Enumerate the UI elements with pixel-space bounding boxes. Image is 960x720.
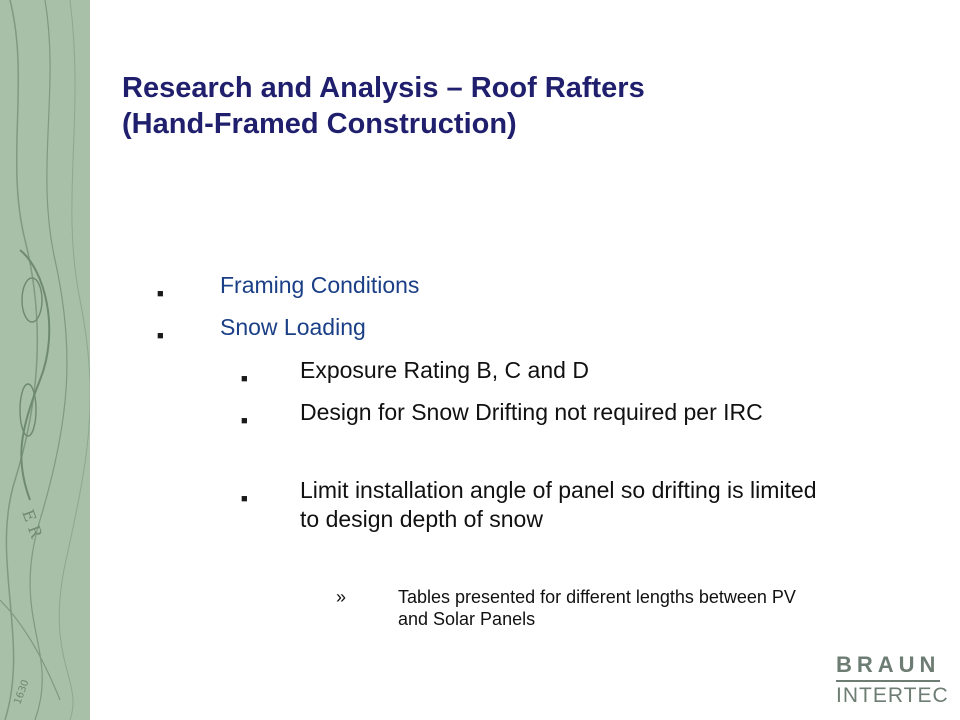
contour-lines — [0, 0, 90, 720]
braun-intertec-logo — [836, 652, 949, 707]
bullet-square-icon: ■ — [241, 493, 248, 505]
logo-divider — [836, 680, 940, 682]
bullet-text: Exposure Rating B, C and D — [300, 357, 589, 383]
bullet-item — [157, 271, 420, 300]
map-label-elevation: 1630 — [12, 678, 32, 707]
logo-text-top: BRAUN — [836, 652, 941, 677]
sub-bullet-item — [241, 476, 840, 534]
topographic-map-strip — [0, 0, 90, 720]
bullet-text: Tables presented for different lengths between PV and Solar Panels — [398, 587, 796, 629]
bullet-text: Snow Loading — [220, 314, 366, 340]
bullet-square-icon: ■ — [157, 288, 164, 300]
chevron-bullet-icon: » — [336, 587, 347, 607]
slide-title-line2: (Hand-Framed Construction) — [122, 108, 517, 140]
sub-sub-bullet-item — [336, 586, 798, 630]
slide-title-line1: Research and Analysis – Roof Rafters — [122, 72, 645, 104]
logo-text-bottom: INTERTEC — [836, 684, 949, 707]
bullet-text: Limit installation angle of panel so drifting is limited to design depth of snow — [300, 477, 817, 532]
sub-bullet-item — [241, 356, 840, 385]
bullet-text: Framing Conditions — [220, 272, 420, 298]
bullet-text: Design for Snow Drifting not required per IRC — [300, 399, 763, 425]
bullet-item — [157, 313, 366, 342]
bullet-square-icon: ■ — [157, 330, 164, 342]
bullet-square-icon: ■ — [241, 373, 248, 385]
bullet-square-icon: ■ — [241, 415, 248, 427]
sub-bullet-item — [241, 398, 840, 427]
map-label-er: E R — [18, 506, 46, 541]
slide-title — [122, 70, 922, 142]
